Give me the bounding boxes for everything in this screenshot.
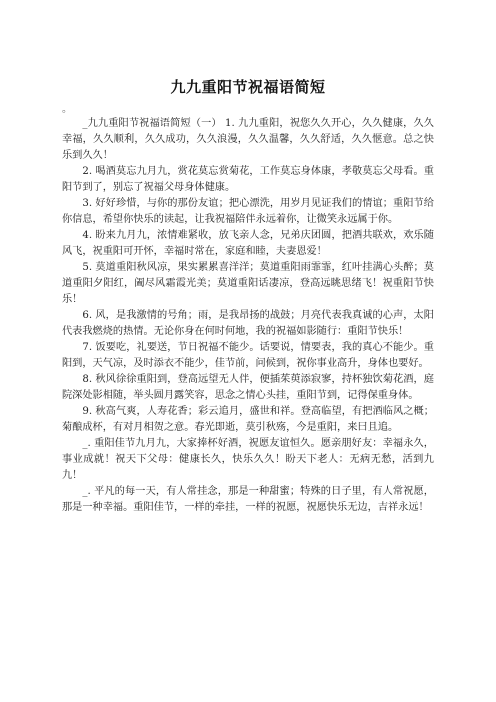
paragraph-3: 3. 好好珍惜，与你的那份友谊；把心漂洗，用岁月见证我们的情谊；重阳节给你信息，希望你快乐的读起，让我祝福陪伴永远着你，让微笑永远属于你。 [62,198,434,225]
paragraph-1: _九九重阳节祝福语简短（一） 1. 九九重阳，祝您久久开心，久久健康，久久幸福，久久顺利，久久成功，久久浪漫，久久温馨，久久舒适，久久惬意。总之快乐到久久！ [62,118,434,161]
paragraph-9: 9. 秋高气爽，人寿花香；彩云追月，盛世和祥。登高临望，有把酒临风之概；菊酿成杯，有对月相贺之意。春光即逝，莫引秋殇，今是重阳，来曰且追。 [62,406,434,433]
document-title: 九九重阳节祝福语简短 [170,78,326,96]
paragraph-4: 4. 盼来九月九，浓情难紧收，放飞亲人念，兄弟庆团圆，把酒共联欢，欢乐随风飞，祝重阳可开怀，幸福时常在，家庭和睦，夫妻恩爱！ [62,230,434,257]
leading-mark: 。 [62,104,72,115]
paragraph-2: 2. 喝酒莫忘九月九，赏花莫忘赏菊花，工作莫忘身体康，孝敬莫忘父母看。重阳节到了，别忘了祝福父母身体健康。 [62,166,434,193]
document-body [62,116,434,516]
paragraph-10: _. 重阳佳节九月九，大家捧杯好酒，祝愿友谊恒久。愿亲朋好友：幸福永久，事业成就！祝天下父母：健康长久，快乐久久！盼天下老人：无病无愁，活到九九！ [62,438,434,481]
paragraph-5: 5. 莫道重阳秋风凉，果实累累喜洋洋；莫道重阳雨霏霏，红叶挂满心头醉；莫道重阳夕阳红，阖尽风霜霞光美；莫道重阳话凄凉，登高远眺思绪飞！祝重阳节快乐！ [62,262,434,305]
paragraph-7: 7. 饭要吃，礼要送，节日祝福不能少。话要说，情要表，我的真心不能少。重阳到，天气凉，及时添衣不能少，佳节前，问候到，祝你事业高升，身体也要好。 [62,342,434,369]
paragraph-8: 8. 秋风徐徐重阳到，登高远望无人伴，便插茱萸添寂寥，持杯独饮菊花酒，庭院深处影相随，举头圆月露笑容，思念之情心头挂，重阳节到，记得保重身体。 [62,374,434,401]
paragraph-6: 6. 风，是我激情的号角；雨，是我昂扬的战鼓；月亮代表我真诚的心声，太阳代表我燃烧的热情。无论你身在何时何地，我的祝福如影随行：重阳节快乐！ [62,310,434,337]
paragraph-11: _. 平凡的每一天，有人常挂念，那是一种甜蜜；特殊的日子里，有人常祝愿，那是一种幸福。重阳佳节，一样的牵挂，一样的祝愿，祝愿快乐无边，吉祥永远！ [62,486,434,513]
